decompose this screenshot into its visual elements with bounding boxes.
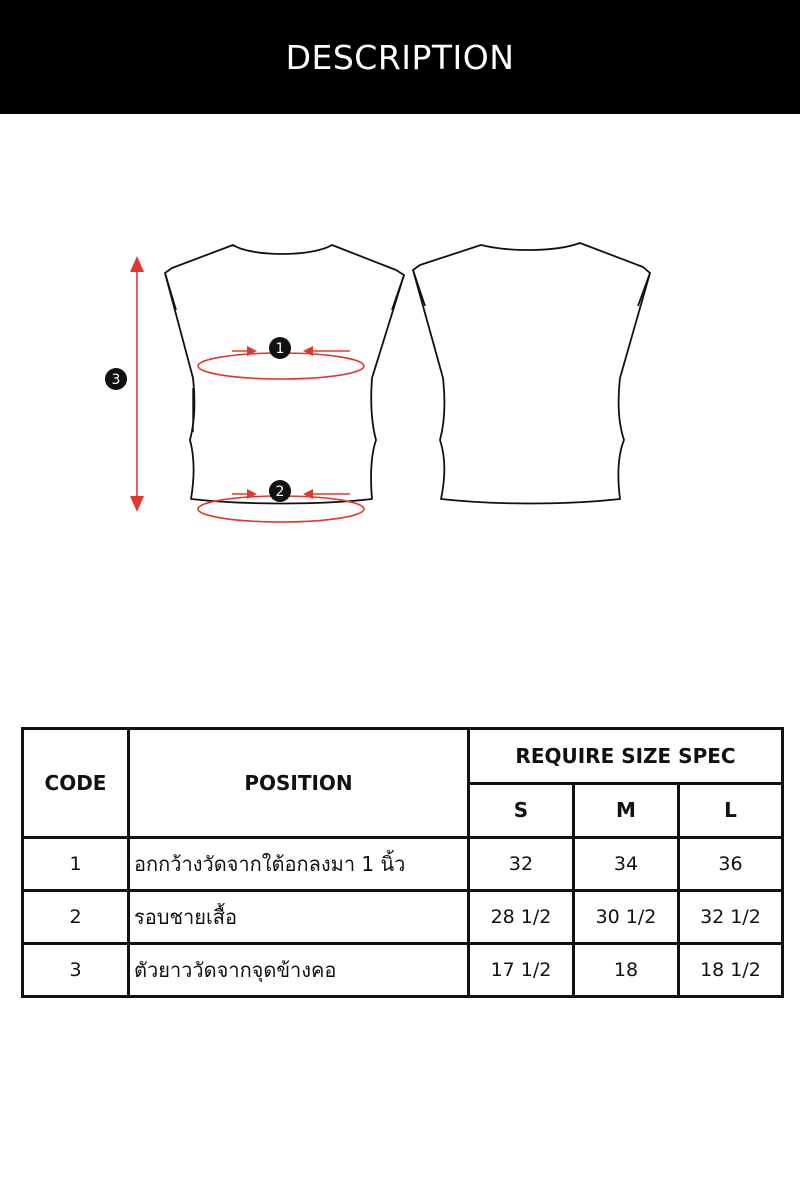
table-header-row	[23, 729, 783, 784]
row-code: 1	[23, 838, 129, 891]
size-spec-header: REQUIRE SIZE SPEC	[469, 729, 783, 784]
size-header-l: L	[679, 783, 783, 838]
marker-3-label: 3	[111, 372, 121, 388]
row-value-l: 36	[679, 838, 783, 891]
table-row	[23, 891, 783, 944]
row-value-l: 32 1/2	[679, 891, 783, 944]
page-title: DESCRIPTION	[285, 37, 515, 77]
header-bar	[0, 0, 800, 114]
size-header-m: M	[574, 783, 679, 838]
row-value-m: 30 1/2	[574, 891, 679, 944]
row-value-s: 32	[469, 838, 574, 891]
row-position: รอบชายเสื้อ	[129, 891, 469, 944]
row-value-l: 18 1/2	[679, 944, 783, 997]
code-header: CODE	[23, 729, 129, 838]
row-code: 2	[23, 891, 129, 944]
shirt-back-outline	[413, 243, 650, 504]
row-value-s: 17 1/2	[469, 944, 574, 997]
row-position: อกกว้างวัดจากใต้อกลงมา 1 นิ้ว	[129, 838, 469, 891]
table-row	[23, 838, 783, 891]
marker-2-label: 2	[275, 484, 285, 500]
row-value-m: 34	[574, 838, 679, 891]
size-spec-table	[21, 727, 784, 998]
marker-1-label: 1	[275, 341, 285, 357]
size-header-s: S	[469, 783, 574, 838]
row-value-m: 18	[574, 944, 679, 997]
length-arrow-top-head	[130, 256, 144, 272]
length-arrow-bottom-head	[130, 496, 144, 512]
row-value-s: 28 1/2	[469, 891, 574, 944]
garment-diagram	[0, 114, 800, 674]
shirt-front-outline	[165, 245, 404, 504]
row-position: ตัวยาววัดจากจุดข้างคอ	[129, 944, 469, 997]
table-row	[23, 944, 783, 997]
position-header: POSITION	[129, 729, 469, 838]
row-code: 3	[23, 944, 129, 997]
